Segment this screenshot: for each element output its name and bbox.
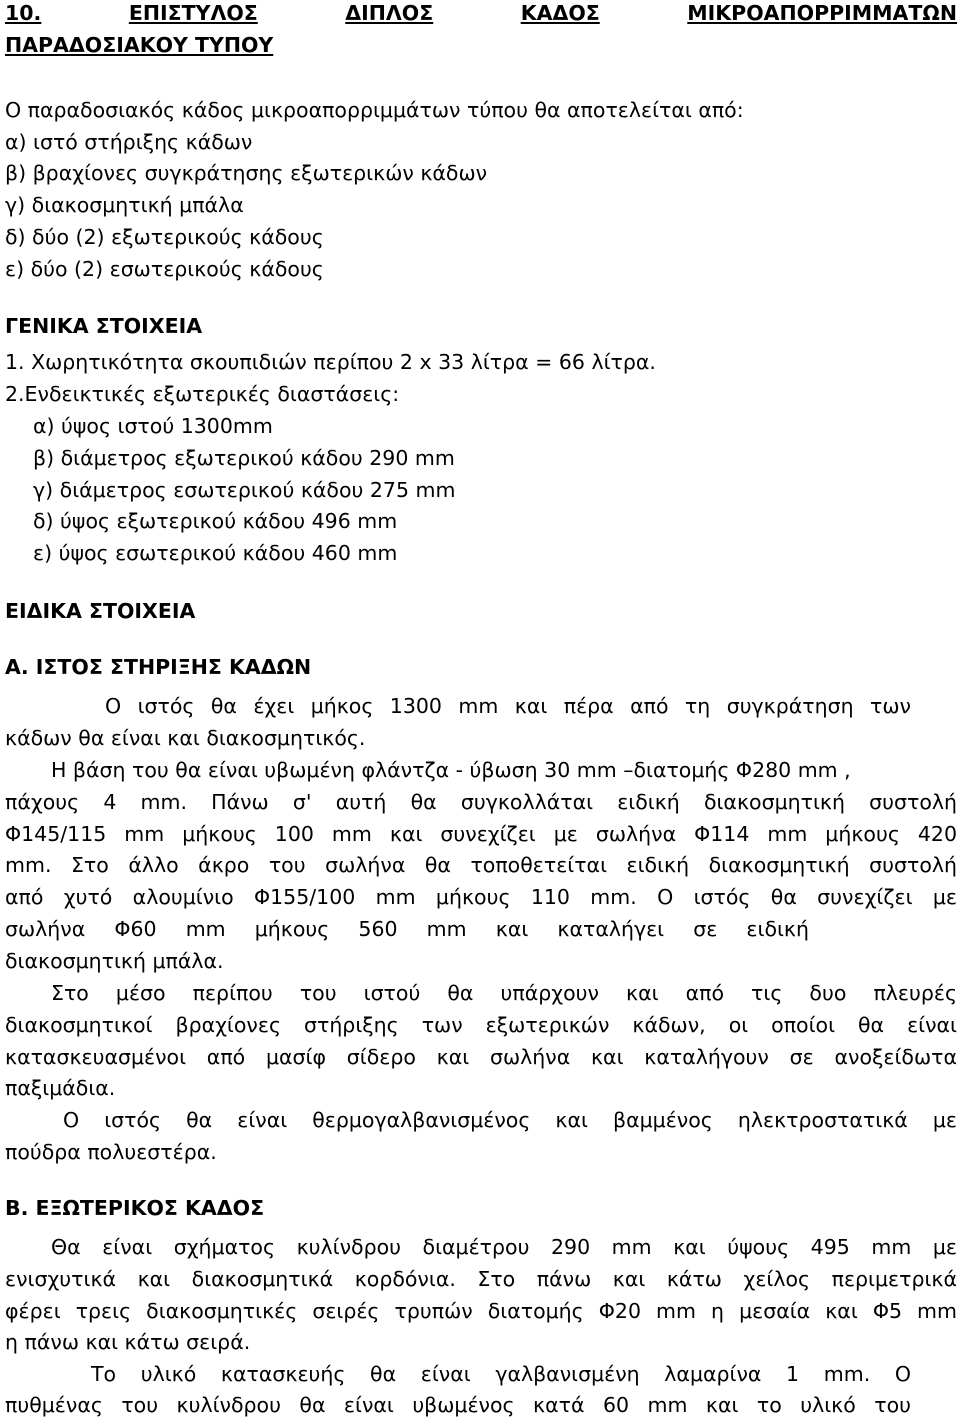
section-a-paragraph-line <box>105 690 911 722</box>
section-a-paragraph-line <box>5 1009 957 1041</box>
intro-item: γ) διακοσμητική μπάλα <box>5 193 244 217</box>
section-a-paragraph-line: παξιμάδια. <box>5 1076 116 1100</box>
section-a-paragraph-line <box>5 913 809 945</box>
title-word: ΕΠΙΣΤΥΛΟΣ <box>128 1 258 25</box>
section-b-text: ενισχυτικά και διακοσμητικά κορδόνια. Στο πάνω και κάτω χείλος περιμετρικά <box>5 1267 957 1291</box>
document-title <box>5 0 957 29</box>
section-b-text: πυθμένας του κυλίνδρου θα είναι υβωμένος κατά 60 mm και το υλικό του <box>5 1393 911 1417</box>
section-a-heading: Α. ΙΣΤΟΣ ΣΤΗΡΙΞΗΣ ΚΑΔΩΝ <box>5 655 312 679</box>
intro-item: δ) δύο (2) εξωτερικούς κάδους <box>5 225 324 249</box>
dimension-item: β) διάμετρος εξωτερικού κάδου 290 mm <box>33 446 455 470</box>
section-b-paragraph-line <box>5 1389 911 1421</box>
title-word: ΚΑΔΟΣ <box>520 1 600 25</box>
section-a-paragraph-line: κάδων θα είναι και διακοσμητικός. <box>5 726 366 750</box>
section-a-text: Φ145/115 mm μήκους 100 mm και συνεχίζει με σωλήνα Φ114 mm μήκους 420 <box>5 822 957 846</box>
section-b-text: Το υλικό κατασκευής θα είναι γαλβανισμένη λαμαρίνα 1 mm. Ο <box>91 1362 911 1386</box>
section-b-text: Θα είναι σχήματος κυλίνδρου διαμέτρου 290 mm και ύψους 495 mm με <box>51 1235 957 1259</box>
special-heading: ΕΙΔΙΚΑ ΣΤΟΙΧΕΙΑ <box>5 599 196 623</box>
intro-item: α) ιστό στήριξης κάδων <box>5 130 253 154</box>
dimension-item: δ) ύψος εξωτερικού κάδου 496 mm <box>33 509 398 533</box>
section-a-text: κατασκευασμένοι από μασίφ σίδερο και σωλήνα και καταλήγουν σε ανοξείδωτα <box>5 1045 957 1069</box>
section-a-paragraph-line <box>5 786 957 818</box>
section-a-paragraph-line: πούδρα πολυεστέρα. <box>5 1140 217 1164</box>
section-a-text: από χυτό αλουμίνιο Φ155/100 mm μήκους 110 mm. Ο ιστός θα συνεχίζει με <box>5 885 957 909</box>
section-a-paragraph-line <box>51 977 957 1009</box>
intro-item: β) βραχίονες συγκράτησης εξωτερικών κάδων <box>5 161 488 185</box>
title-word: ΔΙΠΛΟΣ <box>345 1 434 25</box>
section-a-text: Ο ιστός θα είναι θερμογαλβανισμένος και βαμμένος ηλεκτροστατικά με <box>63 1108 957 1132</box>
section-b-paragraph-line <box>91 1358 911 1390</box>
section-a-text: mm. Στο άλλο άκρο του σωλήνα θα τοποθετείται ειδική διακοσμητική συστολή <box>5 853 957 877</box>
intro-item: ε) δύο (2) εσωτερικούς κάδους <box>5 257 324 281</box>
title-word: ΜΙΚΡΟΑΠΟΡΡΙΜΜΑΤΩΝ <box>687 1 957 25</box>
section-a-paragraph-line <box>63 1104 957 1136</box>
section-a-text: Ο ιστός θα έχει μήκος 1300 mm και πέρα από τη συγκράτηση των <box>105 694 911 718</box>
section-a-text: Στο μέσο περίπου του ιστού θα υπάρχουν και από τις δυο πλευρές <box>51 981 957 1005</box>
section-a-paragraph-line <box>5 849 957 881</box>
section-a-text: διακοσμητικοί βραχίονες στήριξης των εξωτερικών κάδων, οι οποίοι θα είναι <box>5 1013 957 1037</box>
capacity-text: 1. Χωρητικότητα σκουπιδιών περίπου 2 x 33 λίτρα = 66 λίτρα. <box>5 350 656 374</box>
section-a-text: πάχους 4 mm. Πάνω σ' αυτή θα συγκολλάται ειδική διακοσμητική συστολή <box>5 790 957 814</box>
section-b-paragraph-line <box>51 1231 957 1263</box>
section-a-paragraph-line <box>5 1041 957 1073</box>
section-a-paragraph-line <box>5 818 957 850</box>
section-a-paragraph-line: διακοσμητική μπάλα. <box>5 949 224 973</box>
section-b-paragraph-line: η πάνω και κάτω σειρά. <box>5 1330 251 1354</box>
section-b-heading: Β. ΕΞΩΤΕΡΙΚΟΣ ΚΑΔΟΣ <box>5 1196 265 1220</box>
section-a-text: σωλήνα Φ60 mm μήκους 560 mm και καταλήγει σε ειδική <box>5 917 809 941</box>
section-b-paragraph-line <box>5 1263 957 1295</box>
document-title-line2: ΠΑΡΑΔΟΣΙΑΚΟΥ ΤΥΠΟΥ <box>5 33 274 57</box>
dimension-item: α) ύψος ιστού 1300mm <box>33 414 273 438</box>
title-word: 10. <box>5 1 42 25</box>
general-heading: ΓΕΝΙΚΑ ΣΤΟΙΧΕΙΑ <box>5 314 203 338</box>
section-a-paragraph-line: Η βάση του θα είναι υβωμένη φλάντζα - ύβωση 30 mm –διατομής Φ280 mm , <box>51 758 851 782</box>
section-b-paragraph-line <box>5 1295 957 1327</box>
intro-lead: Ο παραδοσιακός κάδος μικροαπορριμμάτων τύπου θα αποτελείται από: <box>5 98 744 122</box>
dimension-item: ε) ύψος εσωτερικού κάδου 460 mm <box>33 541 398 565</box>
section-b-text: φέρει τρεις διακοσμητικές σειρές τρυπών διατομής Φ20 mm η μεσαία και Φ5 mm <box>5 1299 957 1323</box>
dimensions-lead: 2.Ενδεικτικές εξωτερικές διαστάσεις: <box>5 382 400 406</box>
section-a-paragraph-line <box>5 881 957 913</box>
dimension-item: γ) διάμετρος εσωτερικού κάδου 275 mm <box>33 478 456 502</box>
